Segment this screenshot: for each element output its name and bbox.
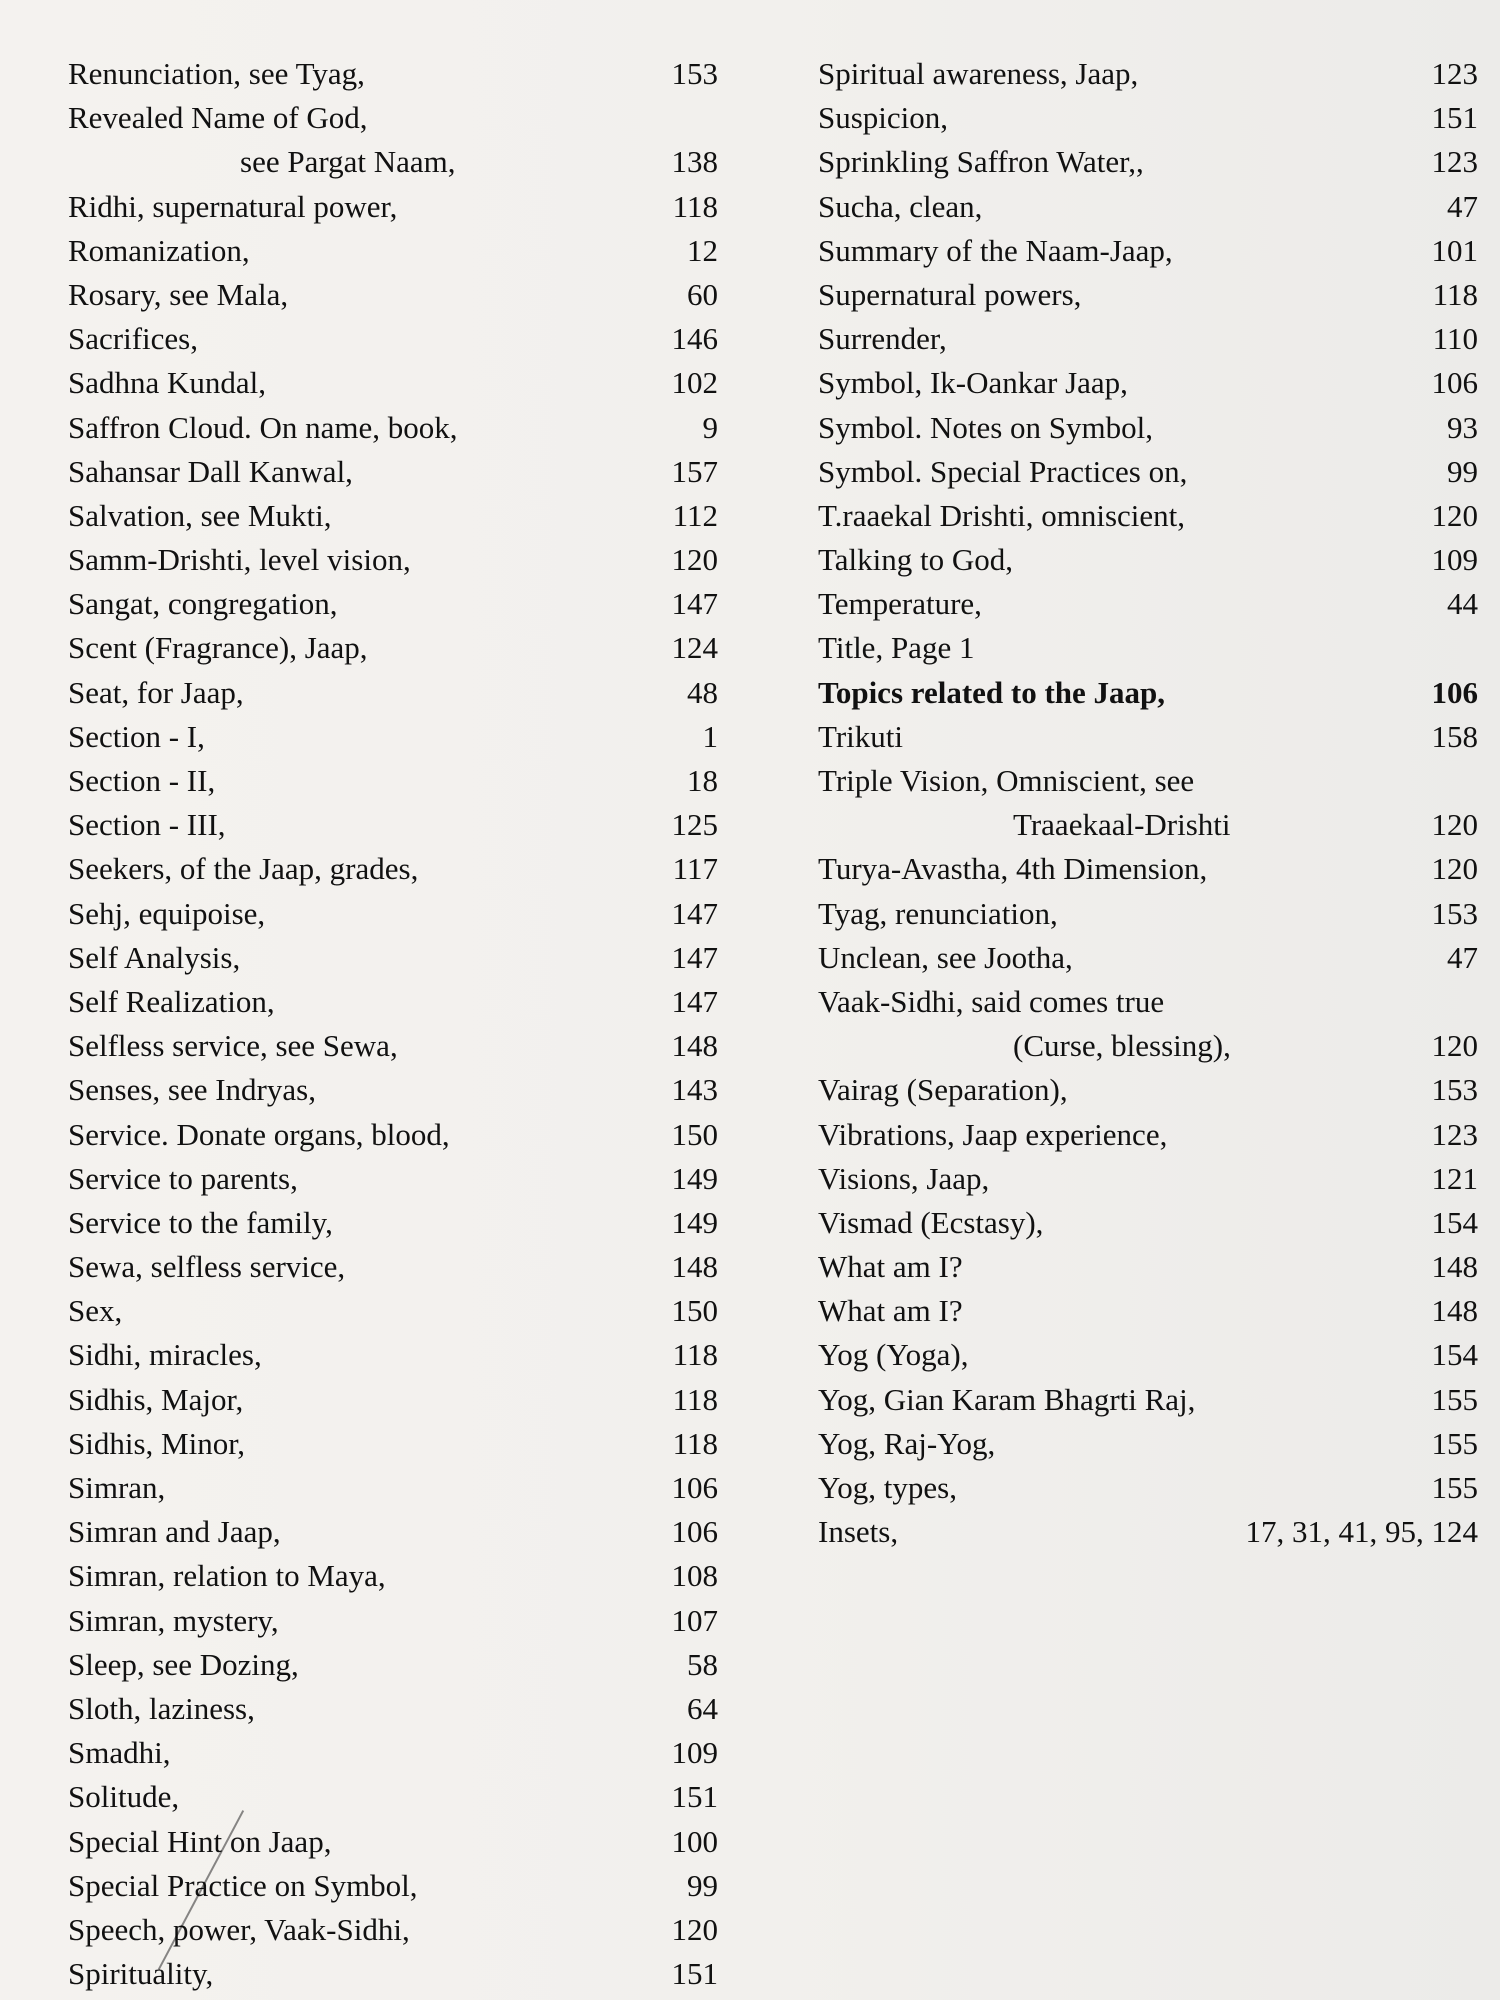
page-number: 149: [671, 1204, 718, 1240]
page-number: 18: [687, 763, 718, 798]
right-index-entry: [818, 273, 1478, 317]
index-term: Salvation, see Mukti,: [68, 497, 332, 533]
index-term: Simran, relation to Maya,: [68, 1558, 386, 1594]
index-term: What am I?: [818, 1293, 963, 1329]
index-term: Yog, Gian Karam Bhagrti Raj,: [818, 1381, 1196, 1417]
page-number: 106: [1431, 674, 1478, 710]
right-index-entry: [818, 936, 1478, 980]
page-number: 101: [1431, 232, 1478, 268]
page-number: 117: [672, 851, 718, 887]
left-index-entry: [68, 715, 718, 759]
index-term: T.raaekal Drishti, omniscient,: [818, 497, 1186, 533]
right-index-entry: [818, 1422, 1478, 1466]
index-term: Sacrifices,: [68, 321, 198, 357]
index-term: Tyag, renunciation,: [818, 895, 1058, 931]
left-index-entry: [68, 1422, 718, 1466]
left-index-entry: [68, 1466, 718, 1510]
index-term: Section - I,: [68, 718, 205, 754]
right-index-entry: [818, 1245, 1478, 1289]
left-index-entry: [68, 626, 718, 670]
left-index-entry: [68, 980, 718, 1024]
page-number: 120: [671, 1911, 718, 1947]
page-number: 58: [687, 1646, 718, 1682]
index-term: Saffron Cloud. On name, book,: [68, 409, 458, 445]
page-number: 118: [1432, 276, 1478, 312]
page-number: 148: [671, 1249, 718, 1285]
page-number: 60: [687, 276, 718, 312]
page-number: 147: [671, 586, 718, 622]
page-number: 99: [1447, 453, 1478, 489]
left-index-entry: [68, 1157, 718, 1201]
page-number: 151: [671, 1779, 718, 1815]
page-number: 123: [1431, 144, 1478, 180]
index-term: Title, Page 1: [818, 630, 975, 666]
page-number: 150: [671, 1116, 718, 1152]
page-number: 120: [1431, 807, 1478, 843]
index-term: Selfless service, see Sewa,: [68, 1028, 398, 1064]
page-number: 147: [671, 939, 718, 975]
left-index-entry: [68, 1201, 718, 1245]
page-number: 120: [1431, 851, 1478, 887]
index-term: Smadhi,: [68, 1735, 171, 1771]
page-number: 150: [671, 1293, 718, 1329]
index-term: Sloth, laziness,: [68, 1690, 255, 1726]
index-term: Speech, power, Vaak-Sidhi,: [68, 1911, 410, 1947]
index-term: Scent (Fragrance), Jaap,: [68, 630, 368, 666]
page-number: 148: [1431, 1293, 1478, 1329]
index-term: Vairag (Separation),: [818, 1072, 1068, 1108]
index-term: Sprinkling Saffron Water,,: [818, 144, 1144, 180]
page-number: 148: [1431, 1249, 1478, 1285]
right-index-entry: [818, 185, 1478, 229]
right-index-entry: [818, 1157, 1478, 1201]
right-index-entry: [818, 1289, 1478, 1333]
index-term: Trikuti: [818, 718, 904, 754]
index-term: Vibrations, Jaap experience,: [818, 1116, 1168, 1152]
page-number: 153: [1431, 1072, 1478, 1108]
index-column-right: [818, 52, 1478, 1554]
right-index-entry: [818, 406, 1478, 450]
left-index-entry: [68, 1775, 718, 1819]
page-number: 109: [671, 1735, 718, 1771]
right-index-entry: [818, 980, 1478, 1024]
page-number: 110: [1432, 321, 1478, 357]
page-number: 118: [672, 1425, 718, 1461]
left-index-entry: [68, 1908, 718, 1952]
left-index-entry: [68, 1599, 718, 1643]
page-number: 123: [1431, 1116, 1478, 1152]
left-index-entry: [68, 892, 718, 936]
index-term: Visions, Jaap,: [818, 1160, 990, 1196]
page-number: 106: [1431, 365, 1478, 401]
index-term: (Curse, blessing),: [1013, 1028, 1231, 1064]
left-index-entry: [68, 1333, 718, 1377]
page-number: 12: [687, 232, 718, 268]
index-term: Romanization,: [68, 232, 250, 268]
left-index-entry: [68, 1510, 718, 1554]
index-term: Simran, mystery,: [68, 1602, 279, 1638]
left-index-entry: [68, 1820, 718, 1864]
index-term: Sleep, see Dozing,: [68, 1646, 299, 1682]
right-index-entry: [818, 96, 1478, 140]
page-number: 148: [671, 1028, 718, 1064]
page-number: 109: [1431, 542, 1478, 578]
index-term: Samm-Drishti, level vision,: [68, 542, 411, 578]
right-index-entry: [818, 1024, 1478, 1068]
page-number: 146: [671, 321, 718, 357]
page-number: 143: [671, 1072, 718, 1108]
page-number: 153: [1431, 895, 1478, 931]
left-index-entry: [68, 1068, 718, 1112]
index-term: Sahansar Dall Kanwal,: [68, 453, 353, 489]
left-index-entry: [68, 1378, 718, 1422]
right-index-entry: [818, 140, 1478, 184]
left-index-entry: [68, 1024, 718, 1068]
page-number: 108: [671, 1558, 718, 1594]
right-index-entry: [818, 1510, 1478, 1554]
index-term: Sex,: [68, 1293, 123, 1329]
index-term: Traaekaal-Drishti: [1013, 807, 1231, 843]
index-term: Supernatural powers,: [818, 276, 1082, 312]
right-index-entry: [818, 361, 1478, 405]
index-term: Symbol. Special Practices on,: [818, 453, 1188, 489]
right-index-entry: [818, 847, 1478, 891]
page-number: 106: [671, 1470, 718, 1505]
page-number: 1: [702, 718, 718, 754]
page-number: 123: [1431, 56, 1478, 91]
index-term: Special Practice on Symbol,: [68, 1867, 418, 1903]
right-index-entry: [818, 494, 1478, 538]
index-term: Section - II,: [68, 763, 216, 798]
index-term: What am I?: [818, 1249, 963, 1285]
right-index-entry: [818, 715, 1478, 759]
left-index-entry: [68, 229, 718, 273]
right-index-entry: [818, 803, 1478, 847]
page-number: 9: [702, 409, 718, 445]
page-number: 121: [1431, 1160, 1478, 1196]
index-term: Vismad (Ecstasy),: [818, 1204, 1044, 1240]
left-index-entry: [68, 538, 718, 582]
index-term: Self Analysis,: [68, 939, 241, 975]
index-term: Special Hint on Jaap,: [68, 1823, 332, 1859]
page-number: 120: [1431, 497, 1478, 533]
page-number: 118: [672, 1381, 718, 1417]
right-index-entry: [818, 892, 1478, 936]
left-index-entry: [68, 273, 718, 317]
index-term: Turya-Avastha, 4th Dimension,: [818, 851, 1208, 887]
right-index-entry: [818, 317, 1478, 361]
page-number: 118: [672, 188, 718, 224]
index-term: Sewa, selfless service,: [68, 1249, 346, 1285]
left-index-entry: [68, 494, 718, 538]
left-index-entry: [68, 1245, 718, 1289]
left-index-entry: [68, 759, 718, 803]
page-number: 157: [671, 453, 718, 489]
index-term: Rosary, see Mala,: [68, 276, 289, 312]
index-term: Surrender,: [818, 321, 947, 357]
left-index-entry: [68, 1731, 718, 1775]
page-number: 124: [671, 630, 718, 666]
page-number: 93: [1447, 409, 1478, 445]
left-index-entry: [68, 52, 718, 96]
index-term: Sidhi, miracles,: [68, 1337, 262, 1373]
page-number: 48: [687, 674, 718, 710]
page-number: 118: [672, 1337, 718, 1373]
index-term: Spirituality,: [68, 1956, 214, 1992]
left-index-entry: [68, 317, 718, 361]
page-number: 102: [671, 365, 718, 401]
index-term: Symbol, Ik-Oankar Jaap,: [818, 365, 1128, 401]
left-index-entry: [68, 1687, 718, 1731]
index-term: Temperature,: [818, 586, 982, 622]
index-term: Service. Donate organs, blood,: [68, 1116, 450, 1152]
page-number: 154: [1431, 1204, 1478, 1240]
page-number: 120: [1431, 1028, 1478, 1064]
index-term: Ridhi, supernatural power,: [68, 188, 398, 224]
page-number: 47: [1447, 939, 1478, 975]
page-number: 107: [671, 1602, 718, 1638]
left-index-entry: [68, 1643, 718, 1687]
right-index-entry: [818, 450, 1478, 494]
right-index-entry: [818, 1466, 1478, 1510]
index-term: Service to parents,: [68, 1160, 298, 1196]
page-number: 158: [1431, 718, 1478, 754]
index-term: Revealed Name of God,: [68, 100, 368, 136]
index-term: Symbol. Notes on Symbol,: [818, 409, 1154, 445]
index-term: Triple Vision, Omniscient, see: [818, 763, 1195, 798]
page-number: 47: [1447, 188, 1478, 224]
index-term: Section - III,: [68, 807, 226, 843]
index-term: Sidhis, Major,: [68, 1381, 244, 1417]
index-term: Summary of the Naam-Jaap,: [818, 232, 1173, 268]
page-number: 120: [671, 542, 718, 578]
page-number: 112: [672, 497, 718, 533]
right-index-entry: [818, 1333, 1478, 1377]
left-index-entry: [68, 185, 718, 229]
left-index-entry: [68, 140, 718, 184]
left-index-entry: [68, 1289, 718, 1333]
page-number: 100: [671, 1823, 718, 1859]
index-term: Seat, for Jaap,: [68, 674, 244, 710]
index-term: Vaak-Sidhi, said comes true: [818, 983, 1165, 1019]
right-index-entry: [818, 759, 1478, 803]
index-term: Yog, Raj-Yog,: [818, 1425, 996, 1461]
left-index-entry: [68, 450, 718, 494]
index-term: Solitude,: [68, 1779, 180, 1815]
left-index-entry: [68, 1113, 718, 1157]
right-index-entry: [818, 538, 1478, 582]
right-index-entry: [818, 1113, 1478, 1157]
right-index-entry: [818, 671, 1478, 715]
left-index-entry: [68, 96, 718, 140]
left-index-entry: [68, 803, 718, 847]
index-term: Seekers, of the Jaap, grades,: [68, 851, 419, 887]
right-index-entry: [818, 582, 1478, 626]
left-index-entry: [68, 1554, 718, 1598]
index-term: Unclean, see Jootha,: [818, 939, 1073, 975]
index-term: Sehj, equipoise,: [68, 895, 266, 931]
right-index-entry: [818, 1378, 1478, 1422]
index-term: Simran and Jaap,: [68, 1514, 281, 1550]
index-term: Renunciation, see Tyag,: [68, 56, 365, 91]
index-term: Talking to God,: [818, 542, 1014, 578]
index-term: Self Realization,: [68, 983, 275, 1019]
page-number: 155: [1431, 1425, 1478, 1461]
right-index-entry: [818, 52, 1478, 96]
page-number: 17, 31, 41, 95, 124: [1245, 1514, 1478, 1550]
page-number: 155: [1431, 1470, 1478, 1505]
index-term: Sucha, clean,: [818, 188, 983, 224]
page-number: 138: [671, 144, 718, 180]
right-index-entry: [818, 626, 1478, 670]
right-index-entry: [818, 1068, 1478, 1112]
page-number: 151: [1431, 100, 1478, 136]
left-index-entry: [68, 582, 718, 626]
index-term: Simran,: [68, 1470, 166, 1505]
left-index-entry: [68, 361, 718, 405]
left-index-entry: [68, 936, 718, 980]
left-index-entry: [68, 1864, 718, 1908]
page-number: 151: [671, 1956, 718, 1992]
page-number: 147: [671, 983, 718, 1019]
left-index-entry: [68, 671, 718, 715]
index-term: see Pargat Naam,: [240, 144, 456, 180]
index-term: Yog, types,: [818, 1470, 957, 1505]
index-term: Yog (Yoga),: [818, 1337, 969, 1373]
index-term: Sidhis, Minor,: [68, 1425, 246, 1461]
page-number: 147: [671, 895, 718, 931]
index-column-left: [68, 52, 718, 1996]
page-number: 99: [687, 1867, 718, 1903]
right-index-entry: [818, 1201, 1478, 1245]
index-term: Insets,: [818, 1514, 899, 1550]
page-number: 154: [1431, 1337, 1478, 1373]
index-term: Senses, see Indryas,: [68, 1072, 316, 1108]
left-index-entry: [68, 406, 718, 450]
page-number: 106: [671, 1514, 718, 1550]
index-term: Spiritual awareness, Jaap,: [818, 56, 1139, 91]
index-term: Sangat, congregation,: [68, 586, 338, 622]
index-term: Topics related to the Jaap,: [818, 674, 1166, 710]
index-term: Suspicion,: [818, 100, 949, 136]
page-number: 155: [1431, 1381, 1478, 1417]
page-number: 64: [687, 1690, 718, 1726]
index-term: Sadhna Kundal,: [68, 365, 267, 401]
page-number: 153: [671, 56, 718, 91]
page-number: 44: [1447, 586, 1478, 622]
index-term: Service to the family,: [68, 1204, 333, 1240]
right-index-entry: [818, 229, 1478, 273]
left-index-entry: [68, 847, 718, 891]
page-number: 125: [671, 807, 718, 843]
page-number: 149: [671, 1160, 718, 1196]
